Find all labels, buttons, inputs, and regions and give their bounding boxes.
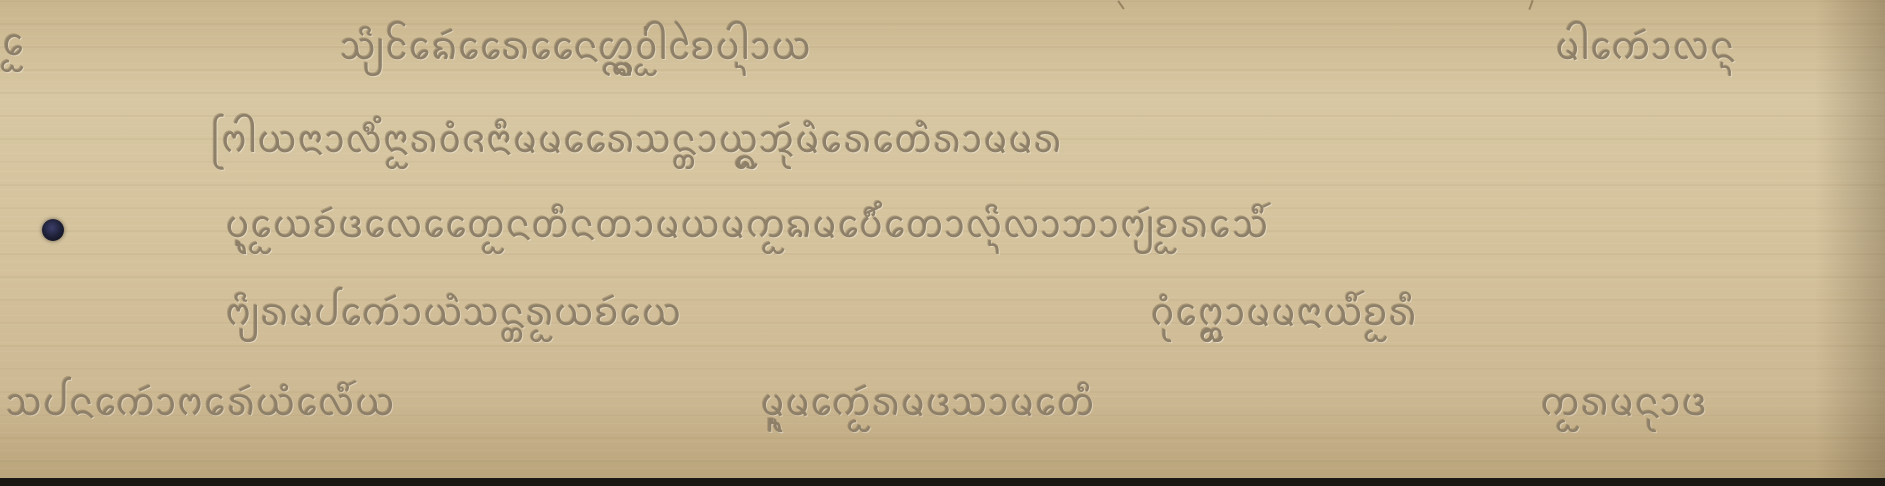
string-hole xyxy=(42,219,64,241)
text-line-4-part-1: ᨻᩦ᩠ᨿᩁᨾᨸᨠᩮᩢᩣᨿᩫᩈᨶ᩠ᨲᩁᩬᨿᨧᩢᩮᨿ xyxy=(225,290,682,334)
page-marker: ᩫᩮᩬ xyxy=(2,20,25,64)
leaf-bottom-edge xyxy=(0,478,1885,486)
text-line-1-part-1: ᩈᩦ᩠ᨿᩰᨦᩮᩢᩁᩯᨶᩯᩉᩖᩬ᩠ᨦᩅ᩵ᩤᨧᩱᨷᩤ᩠ᨶᩣᨿ xyxy=(340,24,812,68)
text-line-2: ᨻᩕᩤᨿᨶᩣᩣᩃᩥᩴᨶᩣᩬᩁᩅᩴᨩᨶᩣᩥᨾᨾᩁᩯᩈᨶ᩠ᨲᩣᨿᩬ᩠ᨦᩋᩩᩢᨾᩫᩁᩮᨲᩮᩫᩁᩣᨾᨾᩁ xyxy=(210,117,1062,161)
text-line-5-part-1: ᩈᨸᨶᨠᩮᩢᩣᨻᩁᩮᩢᨿᩴᩃᩮᩥᩢᨿ xyxy=(6,380,396,424)
text-line-1-part-2: ᨾᩤᨠᩮᩢᩣᩃᨶ᩠ᨶ xyxy=(1555,24,1736,68)
leaf-crack-left xyxy=(1117,0,1124,9)
text-line-5-part-3: ᨠᩬᩁᨾᨶᩩᩣᨴ xyxy=(1540,380,1708,424)
leaf-crack-right xyxy=(1528,0,1533,10)
text-line-3: ᨷᩩ᩠ᨶᩮᩬᨿᨧᩢᨴᩃᩮᨲᩯᩬᨶᨲᩥᨶᨲᩣᨾᨿᨾᨠᩬᨦᨾᨷᩮᩢᩥᩴᨲᩮᩣᩃᩦ᩠ᨶᩃᩣᨽᩣᨻ᩠ᨿᩬᩢᨧᩁᩈᩮᩥᩢ xyxy=(225,202,1270,246)
text-line-5-part-2: ᨾᩪ᩠ᨶᨾᨠᩮᩢᩬᩁᨾᨴᩈᩣᨾᨲᩮᩥ xyxy=(760,380,1096,424)
text-line-4-part-2: ᨣᩩᩴᨻᩮᩬ᩠ᨲᩣᨾᨾᨶᩣᨿᩥᩢᨧᩬᩁᩥ xyxy=(1150,290,1417,334)
